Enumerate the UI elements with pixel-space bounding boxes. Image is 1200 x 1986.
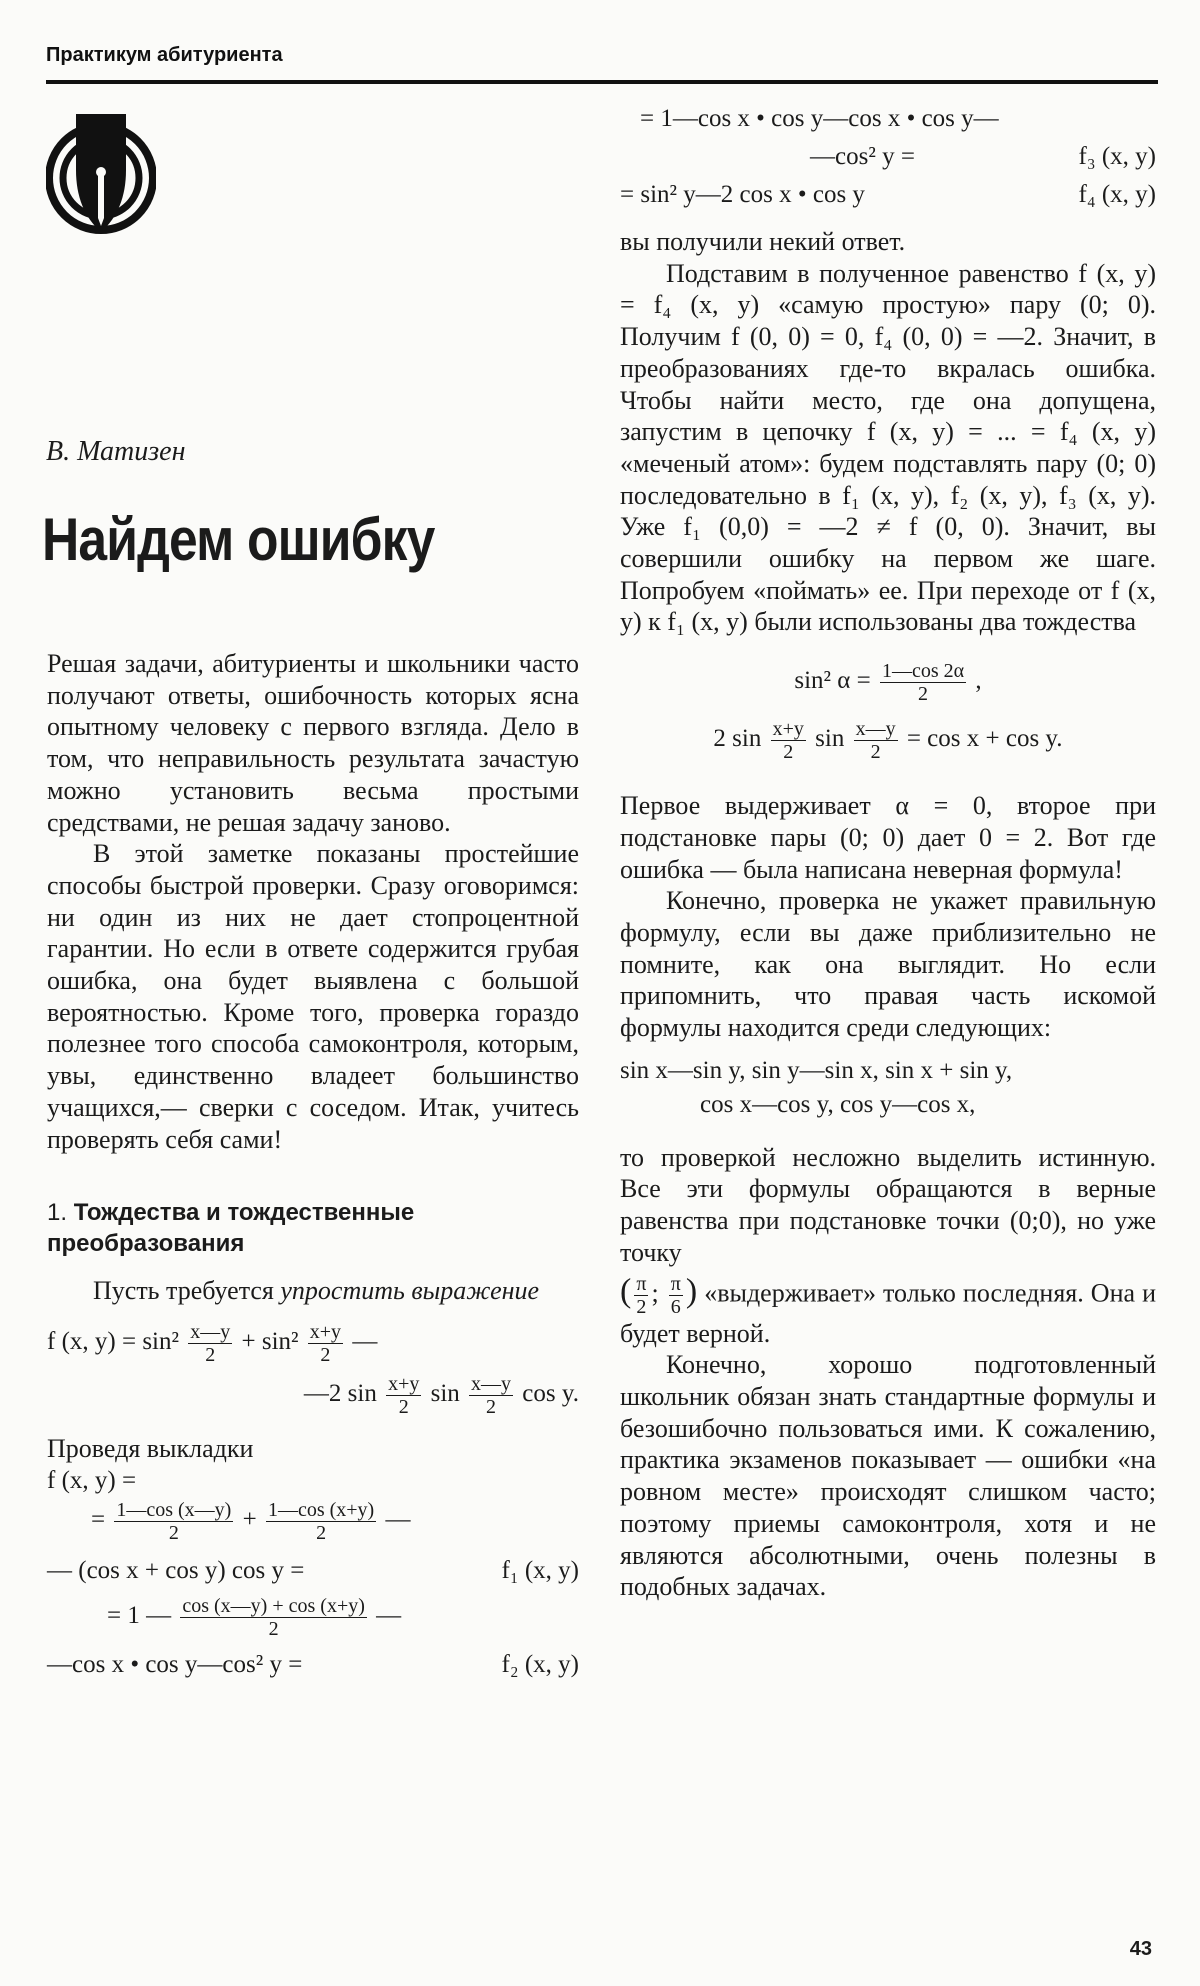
l1-start: = xyxy=(91,1505,112,1533)
point-open: ( xyxy=(620,1272,632,1310)
formula-list-line-2: cos x—cos y, cos y—cos x, xyxy=(700,1090,976,1118)
frac-num: x+y xyxy=(772,718,804,741)
frac-den: 2 xyxy=(854,740,898,763)
id2-start: 2 sin xyxy=(713,725,768,753)
f-def-plus: + sin² xyxy=(235,1328,305,1356)
frac-den: 2 xyxy=(308,1343,343,1366)
frac-num: x—y xyxy=(855,718,896,741)
right-p5: то проверкой несложно выделить истинную. Все эти формулы обращаются в верные равенства при подстановке точки (0;0), но уже точку xyxy=(620,1142,1156,1267)
right-p5b xyxy=(620,1273,1156,1350)
frac-den: 2 xyxy=(266,1521,376,1544)
f-def2-mid: sin xyxy=(424,1380,467,1408)
tag-f4: f₄ (x, y) xyxy=(1078,181,1156,208)
calc-line-2 xyxy=(47,1555,579,1595)
f-definition xyxy=(47,1320,579,1418)
f-def-dash: — xyxy=(346,1328,378,1356)
frac-den: 2 xyxy=(771,740,806,763)
formula-list-line-1: sin x—sin y, sin y—sin x, sin x + sin y, xyxy=(620,1056,1013,1084)
f-def-line-1 xyxy=(47,1320,579,1366)
identity-2 xyxy=(620,718,1156,768)
frac-num: x—y xyxy=(190,1320,231,1343)
l2: — (cos x + cos y) cos y = xyxy=(47,1556,305,1584)
calculation xyxy=(47,1465,579,1689)
identity-1 xyxy=(620,660,1156,706)
frac-num: cos (x—y) + cos (x+y) xyxy=(182,1594,365,1617)
frac-xpy xyxy=(386,1373,421,1418)
right-p3: Первое выдерживает α = 0, второе при подстановке пары (0; 0) дает 0 = 2. Вот где ошибка — была написана неверная формула! xyxy=(620,791,1156,884)
frac-den: 2 xyxy=(180,1617,367,1640)
r2: —cos² y = xyxy=(810,143,915,170)
f-def2-end: cos y. xyxy=(516,1380,579,1408)
frac-id1 xyxy=(880,660,966,705)
l4: —cos x • cos y—cos² y = xyxy=(47,1650,303,1678)
l1-end: — xyxy=(379,1505,411,1533)
frac-num: 1—cos 2α xyxy=(881,660,965,683)
article-title: Найдем ошибку xyxy=(42,506,435,573)
frac-xmy xyxy=(469,1373,513,1418)
frac-den: 2 xyxy=(634,1295,648,1318)
calc-line-r1: = 1—cos x • cos y—cos x • cos y— xyxy=(640,105,999,132)
f-def-start: f (x, y) = sin² xyxy=(47,1328,186,1356)
id1-left: sin² α = xyxy=(794,667,877,695)
frac-den: 2 xyxy=(469,1395,513,1418)
frac-num: π xyxy=(670,1272,681,1295)
intro-paragraph-2: В этой заметке показаны простейшие способы быстрой проверки. Сразу оговоримся: ни один из них не дает стопроцентной гарантии. Но если в ответе содержится грубая ошибка, она будет выявлена с большой вероятностью. Кроме того, проверка гораздо полезнее того способа самоконтроля, которым, увы, единственно владеет большинство учащихся,— сверки с соседом. Итак, учитесь проверять себя сами! xyxy=(47,839,579,1154)
author-name: В. Матизен xyxy=(46,436,186,467)
id2-end: = cos x + cos y. xyxy=(900,725,1063,753)
calc-continued xyxy=(620,100,1156,214)
frac-den: 2 xyxy=(880,682,966,705)
task-paragraph xyxy=(47,1275,579,1307)
frac-xmy xyxy=(854,718,898,763)
calc-line-3 xyxy=(47,1595,579,1645)
f-def2-start: —2 sin xyxy=(303,1380,384,1408)
id1-end: , xyxy=(969,667,982,695)
frac-den: 2 xyxy=(114,1521,233,1544)
tag-f3: f₃ (x, y) xyxy=(1078,143,1156,170)
calc-line-4 xyxy=(47,1649,579,1689)
frac-num: 1—cos (x+y) xyxy=(267,1498,375,1521)
tag-f2: f₂ (x, y) xyxy=(501,1650,579,1678)
l1-plus: + xyxy=(236,1505,263,1533)
point-sep: ; xyxy=(651,1278,666,1308)
pen-nib-logo-icon xyxy=(46,110,156,240)
section-heading xyxy=(47,1197,579,1259)
frac-den: 2 xyxy=(188,1343,232,1366)
section-header: Практикум абитуриента xyxy=(46,44,283,66)
f-eq: f (x, y) = xyxy=(47,1466,137,1494)
frac-num: π xyxy=(636,1272,647,1295)
calc-line-r2 xyxy=(620,138,1156,176)
calc-line-r3 xyxy=(620,176,1156,214)
task-emphasis: упростить выражение xyxy=(280,1276,540,1306)
frac-l1-b xyxy=(266,1499,376,1544)
section-title: Тождества и тождественные преобразования xyxy=(47,1199,415,1258)
right-p1: вы получили некий ответ. xyxy=(620,227,906,256)
p5b-text: «выдерживает» только последняя. Она и будет верной. xyxy=(620,1278,1156,1348)
frac-pi-2 xyxy=(634,1273,648,1318)
frac-den: 2 xyxy=(386,1395,421,1418)
id2-mid: sin xyxy=(808,725,851,753)
r3: = sin² y—2 cos x • cos y xyxy=(620,181,865,208)
calc-line-1 xyxy=(47,1499,579,1547)
right-column xyxy=(620,226,1156,1603)
tag-f1: f₁ (x, y) xyxy=(501,1556,579,1584)
point-close: ) xyxy=(685,1272,698,1310)
frac-num: x—y xyxy=(471,1372,512,1395)
f-def-line-2 xyxy=(47,1372,579,1418)
frac-num: 1—cos (x—y) xyxy=(116,1498,232,1521)
page-number: 43 xyxy=(1129,1938,1152,1960)
formula-list xyxy=(620,1054,1156,1122)
intro-paragraph-1: Решая задачи, абитуриенты и школьники часто получают ответы, ошибочность которых ясна опытному человеку с первого взгляда. Дело в том, что неправильность результата зачастую можно установить весьма простыми средствами, не решая задачу заново. xyxy=(47,649,579,837)
calc-f-eq xyxy=(47,1465,579,1499)
frac-xmy xyxy=(188,1321,232,1366)
frac-xpy xyxy=(308,1321,343,1366)
frac-xpy xyxy=(771,718,806,763)
right-p4: Конечно, проверка не укажет правильную формулу, если вы даже приблизительно не помните, как она выглядит. Но если припомнить, что правая часть искомой формулы находится среди следующих: xyxy=(620,886,1156,1043)
l3-end: — xyxy=(369,1601,402,1629)
left-column xyxy=(47,648,579,1689)
frac-l1-a xyxy=(114,1499,233,1544)
right-p2: Подставим в полученное равенство f (x, y) = f₄ (x, y) «самую простую» пару (0; 0). Получим f (0, 0) = 0, f₄ (0, 0) = —2. Значит, в преобразованиях где-то вкралась ошибка. Чтобы найти место, где она допущена, запустим в цепочку f (x, y) = ... = f₄ (x, y) «меченый атом»: будем подставлять пару (0; 0) последовательно в f₁ (x, y), f₂ (x, y), f₃ (x, y). Уже f₁ (0,0) = —2 ≠ f (0, 0). Значит, вы совершили ошибку на первом же шаге. Попробуем «поймать» ее. При переходе от f (x, y) к f₁ (x, y) были использованы два тождества xyxy=(620,258,1156,637)
frac-l3 xyxy=(180,1595,367,1640)
right-p6: Конечно, хорошо подготовленный школьник обязан знать стандартные формулы и безошибочно пользоваться ими. К сожалению, практика экзаменов показывает — ошибки «на ровном месте» происходят слишком часто; поэтому приемы самоконтроля, хотя и не являются абсолютными, очень полезны в подобных задачах. xyxy=(620,1350,1156,1602)
frac-num: x+y xyxy=(309,1320,342,1343)
frac-den: 6 xyxy=(669,1295,683,1318)
section-number: 1. xyxy=(47,1199,68,1227)
frac-pi-6 xyxy=(669,1273,683,1318)
task-lead: Пусть требуется xyxy=(93,1276,281,1306)
l3-start: = 1 — xyxy=(107,1601,178,1629)
calc-intro: Проведя выкладки xyxy=(47,1433,254,1463)
frac-num: x+y xyxy=(388,1372,420,1395)
header-rule xyxy=(46,80,1158,84)
